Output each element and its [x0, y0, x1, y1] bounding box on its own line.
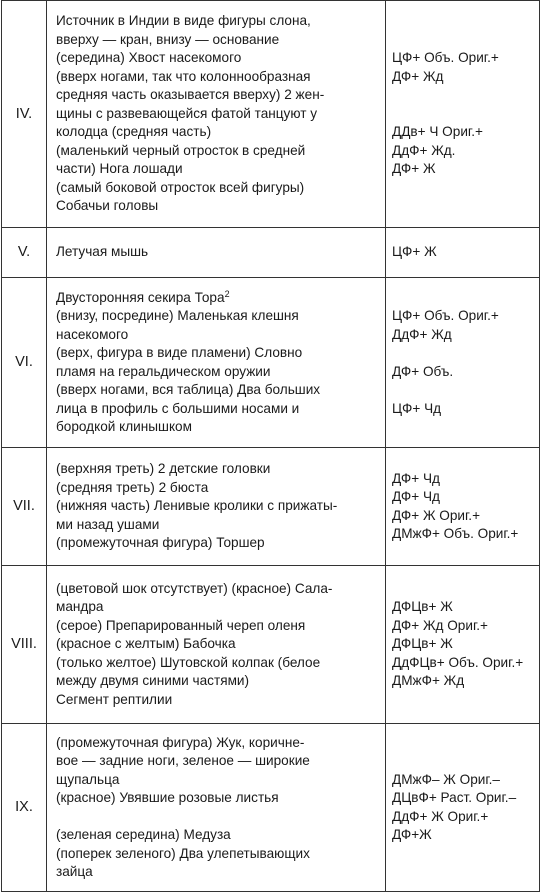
text-line: вое — задние ноги, зеленое — широкие [56, 753, 310, 768]
table-row [2, 448, 540, 566]
text-line: (вверх ногами, вся таблица) Два больших [56, 382, 321, 397]
card-numeral: VI. [2, 278, 47, 448]
text-line: (промежуточная фигура) Торшер [56, 535, 265, 551]
text-line: щины с развевающейся фатой танцуют у [56, 105, 318, 121]
text-line: (маленький черный отросток в средней [56, 142, 306, 158]
text-line: мандра [56, 599, 104, 615]
text-line: (средняя треть) 2 бюста [56, 479, 209, 495]
scoring-codes [386, 1, 540, 228]
scoring-codes [386, 724, 540, 892]
card-numeral: IV. [2, 1, 47, 228]
card-numeral: VII. [2, 448, 47, 566]
code-line: ДдФ+ Жд. [392, 142, 456, 158]
text-line: (красное) Увявшие розовые листья [56, 790, 279, 805]
text-line: лица в профиль с большими носами и [56, 400, 300, 416]
code-line: ДМжФ+ Объ. Ориг.+ [392, 526, 519, 541]
text-line: зайца [56, 864, 93, 879]
code-line: ДМжФ+ Жд [392, 673, 465, 689]
card-numeral: IX. [2, 724, 47, 892]
text-line: (верхняя треть) 2 детские головки [56, 461, 271, 477]
text-line: части) Нога лошади [56, 161, 183, 177]
scoring-codes [386, 228, 540, 278]
text-line: (внизу, посредине) Маленькая клешня [56, 308, 299, 323]
table-row [2, 1, 540, 228]
code-line: ЦФ+ Ж [392, 244, 437, 260]
code-line: ДДв+ Ч Ориг.+ [392, 124, 483, 140]
code-line: ДФ+Ж [392, 827, 432, 842]
code-line: ДФ+ Ж [392, 161, 436, 177]
code-line: ДдФЦв+ Объ. Ориг.+ [392, 654, 524, 670]
text-line: (зеленая середина) Медуза [56, 827, 231, 842]
code-line: ДФЦв+ Ж [392, 599, 453, 615]
text-line: щупальца [56, 771, 120, 787]
code-gap [392, 105, 535, 124]
text-line: (красное с желтым) Бабочка [56, 636, 236, 652]
code-line: ДФ+ Чд [392, 470, 440, 486]
scoring-codes [386, 278, 540, 448]
table-row [2, 566, 540, 724]
response-description [47, 278, 386, 448]
text-line: вверху — кран, внизу — основание [56, 31, 280, 47]
response-description [47, 228, 386, 278]
text-line: (середина) Хвост насекомого [56, 50, 242, 66]
code-line: ДФ+ Чд [392, 489, 440, 504]
code-gap [392, 344, 535, 363]
code-line: ДдФ+ Ж Ориг.+ [392, 808, 489, 824]
code-line: ДдФ+ Жд [392, 326, 452, 342]
text-line: Источник в Индии в виде фигуры слона, [56, 13, 311, 29]
code-line: ЦФ+ Чд [392, 400, 442, 416]
code-line: ЦФ+ Объ. Ориг.+ [392, 50, 499, 66]
code-line: ДФЦв+ Ж [392, 636, 453, 652]
code-gap [392, 381, 535, 400]
text-line: (нижняя часть) Ленивые кролики с прижаты- [56, 498, 338, 514]
text-line: Сегмент рептилии [56, 691, 173, 707]
code-line: ДФ+ Жд [392, 68, 444, 84]
code-gap [392, 86, 535, 105]
scoring-codes [386, 448, 540, 566]
text-line: Собачьи головы [56, 198, 159, 214]
response-description [47, 566, 386, 724]
table-body [2, 1, 540, 892]
text-line: (верх, фигура в виде пламени) Словно [56, 345, 303, 360]
table-row [2, 724, 540, 892]
code-line: ДФ+ Жд Ориг.+ [392, 617, 488, 633]
table-row [2, 278, 540, 448]
text-line: (цветовой шок отсутствует) (красное) Сала- [56, 580, 333, 596]
text-gap [56, 808, 381, 827]
text-line: (вверх ногами, так что колоннообразная [56, 68, 311, 84]
text-line: (поперек зеленого) Два улепетывающих [56, 845, 310, 861]
response-description [47, 448, 386, 566]
text-line-content: Двусторонняя секира Тора [56, 289, 225, 305]
text-line: насекомого [56, 326, 129, 342]
code-line: ДМжФ– Ж Ориг.– [392, 771, 500, 787]
footnote-marker: 2 [224, 288, 230, 299]
text-line: средняя часть оказывается вверху) 2 жен- [56, 87, 325, 103]
text-line: колодца (средняя часть) [56, 124, 212, 140]
text-line [56, 289, 381, 308]
response-description [47, 724, 386, 892]
text-line: (самый боковой отросток всей фигуры) [56, 179, 305, 195]
scoring-codes [386, 566, 540, 724]
text-line: ми назад ушами [56, 516, 160, 532]
text-line: Летучая мышь [56, 244, 149, 260]
text-line: (только желтое) Шутовской колпак (белое [56, 654, 321, 670]
card-numeral: V. [2, 228, 47, 278]
card-numeral: VIII. [2, 566, 47, 724]
code-line: ЦФ+ Объ. Ориг.+ [392, 308, 499, 323]
text-line: между двумя синими частями) [56, 673, 250, 689]
text-line: пламя на геральдическом оружии [56, 363, 271, 379]
rorschach-response-table [1, 0, 540, 892]
code-line: ДФ+ Ж Ориг.+ [392, 507, 481, 523]
text-line: бородкой клинышком [56, 419, 192, 434]
text-line: (промежуточная фигура) Жук, коричне- [56, 734, 305, 750]
code-line: ДЦвФ+ Раст. Ориг.– [392, 790, 517, 805]
text-line: (серое) Препарированный череп оленя [56, 617, 306, 633]
response-description [47, 1, 386, 228]
code-line: ДФ+ Объ. [392, 363, 454, 379]
table-row [2, 228, 540, 278]
